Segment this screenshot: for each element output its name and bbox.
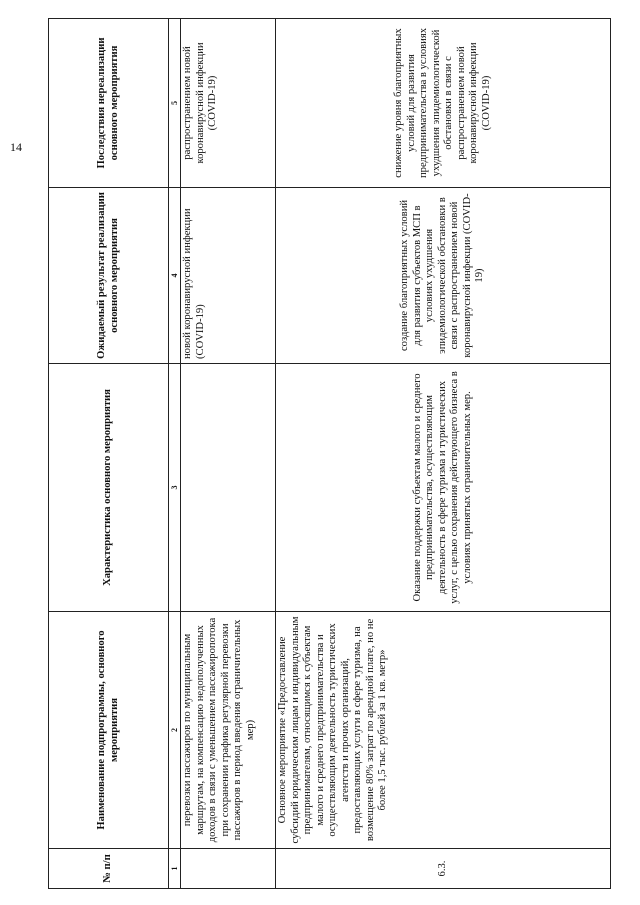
header-expected-result: Ожидаемый результат реализации основного мероприятия bbox=[49, 188, 169, 364]
row-characteristic bbox=[181, 364, 276, 612]
measures-table bbox=[48, 18, 611, 889]
table-header-row bbox=[49, 19, 169, 889]
header-number: № п/п bbox=[49, 849, 169, 889]
page-number: 14 bbox=[10, 140, 22, 154]
row-name: перевозки пассажиров по муниципальным маршрутам, на компенсацию недополученных доходов в связи с уменьшением пассажиропотока при сохранении графика регулярной перевозки пассажиров в период введения ограничительных мер) bbox=[181, 612, 276, 849]
column-number: 3 bbox=[169, 364, 181, 612]
column-number: 1 bbox=[169, 849, 181, 889]
row-expected-result: создание благоприятных условий для развития субъектов МСП в условиях ухудшения эпидемиологической обстановки в связи с распространением новой коронавирусной инфекции (COVID-19) bbox=[276, 188, 611, 364]
rotated-table-container bbox=[48, 18, 610, 888]
column-number: 2 bbox=[169, 612, 181, 849]
column-number: 5 bbox=[169, 19, 181, 188]
row-name: Основное мероприятие «Предоставление субсидий юридическим лицам и индивидуальным предпринимателям, относящимся к субъектам малого и среднего предпринимательства и осуществляющим деятельность туристических агентств и прочих организаций, предоставляющих услуги в сфере туризма, на возмещение 80% затрат по арендной плате, но не более 1,5 тыс. рублей за 1 кв. метр» bbox=[276, 612, 611, 849]
header-consequences: Последствия нереализации основного мероприятия bbox=[49, 19, 169, 188]
row-expected-result: новой коронавирусной инфекции (COVID-19) bbox=[181, 188, 276, 364]
row-number bbox=[181, 849, 276, 889]
row-consequences: распространением новой коронавирусной инфекции (COVID-19) bbox=[181, 19, 276, 188]
table-row bbox=[276, 19, 611, 889]
header-characteristic: Характеристика основного мероприятия bbox=[49, 364, 169, 612]
row-characteristic: Оказание поддержки субъектам малого и среднего предпринимательства, осуществляющим деятельность в сфере туризма и туристических услуг, с целью сохранения действующего бизнеса в условиях принятых ограничительных мер. bbox=[276, 364, 611, 612]
header-name: Наименование подпрограммы, основного мероприятия bbox=[49, 612, 169, 849]
row-consequences: снижение уровня благоприятных условий для развития предпринимательства в условиях ухудшения эпидемиологической обстановки в связи с распространением новой коронавирусной инфекции (COVID-19) bbox=[276, 19, 611, 188]
column-number-row bbox=[169, 19, 181, 889]
row-number: 6.3. bbox=[276, 849, 611, 889]
table-row bbox=[181, 19, 276, 889]
column-number: 4 bbox=[169, 188, 181, 364]
